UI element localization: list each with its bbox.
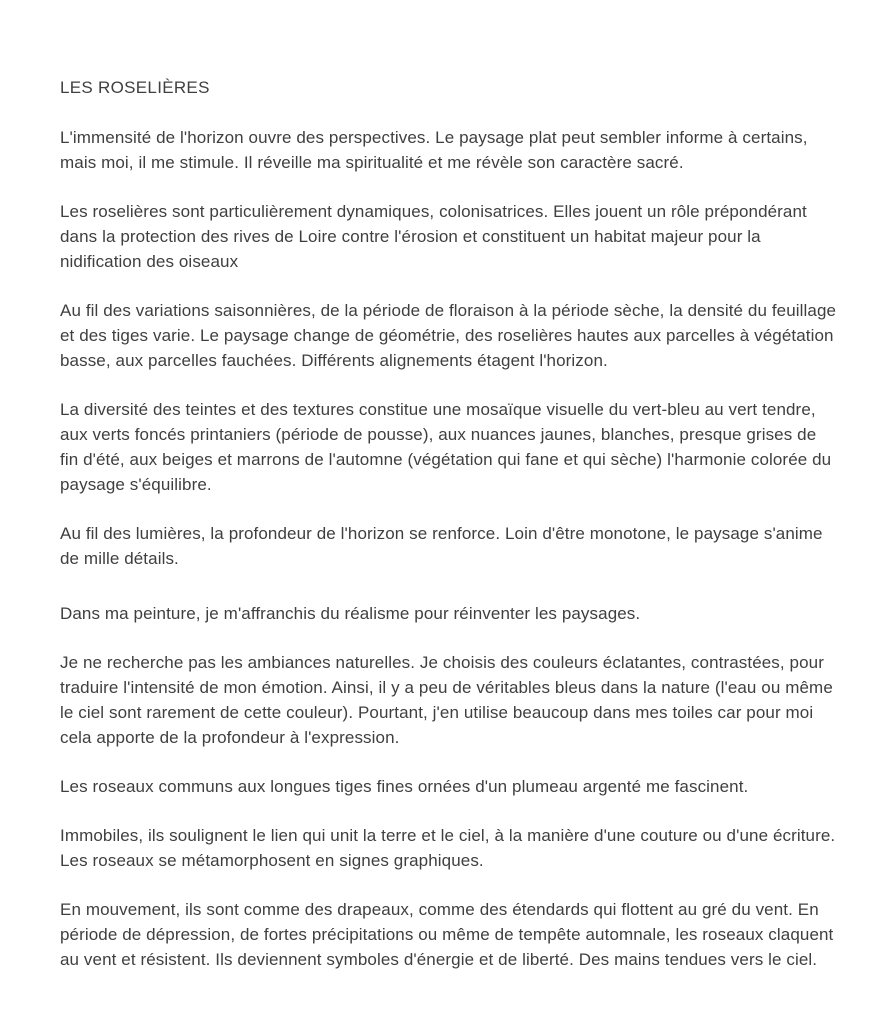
page-title: LES ROSELIÈRES xyxy=(60,78,210,97)
paragraph-ma-peinture: Dans ma peinture, je m'affranchis du réalisme pour réinventer les paysages. xyxy=(60,604,641,623)
paragraph-en-mouvement: En mouvement, ils sont comme des drapeaux, comme des étendards qui flottent au gré du vent. En période de dépression, de fortes précipitations ou même de tempête automnale, les roseaux claquent au vent et résistent. Ils deviennent symboles d'énergie et de liberté. Des mains tendues vers le ciel. xyxy=(60,900,834,969)
paragraph-diversite-teintes: La diversité des teintes et des textures constitue une mosaïque visuelle du vert-bleu au vert tendre, aux verts foncés printaniers (période de pousse), aux nuances jaunes, blanches, presque grises de fin d'été, aux beiges et marrons de l'automne (végétation qui fane et qui sèche) l'harmonie colorée du paysage s'équilibre. xyxy=(60,400,832,494)
paragraph-roselieres-dynamiques: Les roselières sont particulièrement dynamiques, colonisatrices. Elles jouent un rôle prépondérant dans la protection des rives de Loire contre l'érosion et constituent un habitat majeur pour la nidification des oiseaux xyxy=(60,202,807,271)
paragraph-immobiles: Immobiles, ils soulignent le lien qui unit la terre et le ciel, à la manière d'une couture ou d'une écriture. Les roseaux se métamorphosent en signes graphiques. xyxy=(60,826,836,870)
paragraph-variations-saisonnieres: Au fil des variations saisonnières, de la période de floraison à la période sèche, la densité du feuillage et des tiges varie. Le paysage change de géométrie, des roselières hautes aux parcelles à végétation basse, aux parcelles fauchées. Différents alignements étagent l'horizon. xyxy=(60,301,837,370)
paragraph-roseaux-communs: Les roseaux communs aux longues tiges fines ornées d'un plumeau argenté me fascinent. xyxy=(60,777,749,796)
paragraph-couleurs-eclatantes: Je ne recherche pas les ambiances naturelles. Je choisis des couleurs éclatantes, contrastées, pour traduire l'intensité de mon émotion. Ainsi, il y a peu de véritables bleus dans la nature (l'eau ou même le ciel sont rarement de cette couleur). Pourtant, j'en utilise beaucoup dans mes toiles car pour moi cela apporte de la profondeur à l'expression. xyxy=(60,653,833,747)
paragraph-fil-des-lumieres: Au fil des lumières, la profondeur de l'horizon se renforce. Loin d'être monotone, le paysage s'anime de mille détails. xyxy=(60,524,823,568)
paragraph-immensite: L'immensité de l'horizon ouvre des perspectives. Le paysage plat peut sembler informe à certains, mais moi, il me stimule. Il réveille ma spiritualité et me révèle son caractère sacré. xyxy=(60,128,808,172)
